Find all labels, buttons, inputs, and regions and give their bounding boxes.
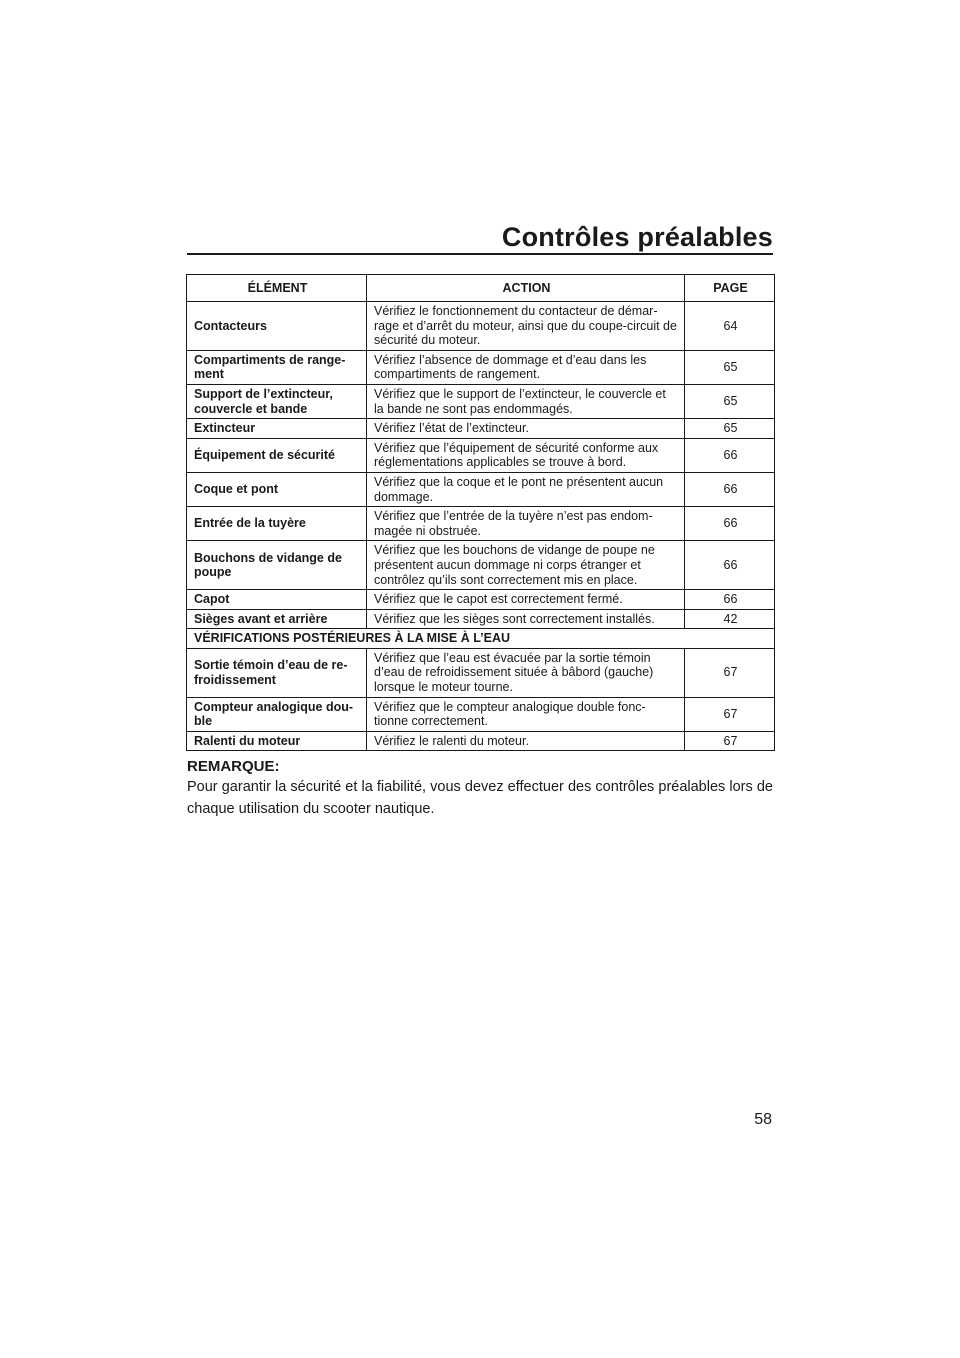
row-action: Vérifiez que le capot est correctement fermé. <box>367 590 685 610</box>
table-row <box>187 731 775 751</box>
row-page: 67 <box>685 697 775 731</box>
row-page: 66 <box>685 507 775 541</box>
row-action: Vérifiez le fonctionnement du contacteur de démar- rage et d’arrêt du moteur, ainsi que du coupe-circuit de sécurité du moteur. <box>367 302 685 351</box>
row-action: Vérifiez que l’eau est évacuée par la sortie témoin d’eau de refroidissement située à bâbord (gauche) lorsque le moteur tourne. <box>367 648 685 697</box>
row-page: 65 <box>685 384 775 418</box>
row-element: Compartiments de range- ment <box>187 350 367 384</box>
table-row <box>187 541 775 590</box>
row-action: Vérifiez que la coque et le pont ne présentent aucun dommage. <box>367 472 685 506</box>
row-element: Sièges avant et arrière <box>187 609 367 629</box>
page-number: 58 <box>754 1111 772 1128</box>
row-page: 66 <box>685 590 775 610</box>
row-action: Vérifiez que les sièges sont correctement installés. <box>367 609 685 629</box>
row-element: Équipement de sécurité <box>187 438 367 472</box>
row-element: Contacteurs <box>187 302 367 351</box>
page-title: Contrôles préalables <box>501 222 773 252</box>
row-action: Vérifiez que les bouchons de vidange de poupe ne présentent aucun dommage ni corps étranger et contrôlez qu’ils sont correctement mis en place. <box>367 541 685 590</box>
row-action: Vérifiez le ralenti du moteur. <box>367 731 685 751</box>
row-element: Support de l’extincteur, couvercle et bande <box>187 384 367 418</box>
table-header-row <box>187 275 775 302</box>
pre-check-table <box>186 274 775 751</box>
note-text: Pour garantir la sécurité et la fiabilité, vous devez effectuer des contrôles préalables lors de chaque utilisation du scooter nautique. <box>187 779 773 817</box>
row-page: 42 <box>685 609 775 629</box>
row-element: Extincteur <box>187 419 367 439</box>
row-page: 65 <box>685 350 775 384</box>
row-page: 64 <box>685 302 775 351</box>
header-page: PAGE <box>685 275 775 302</box>
note-heading: REMARQUE: <box>187 758 280 775</box>
row-action: Vérifiez que l’entrée de la tuyère n’est pas endom- magée ni obstruée. <box>367 507 685 541</box>
row-page: 66 <box>685 438 775 472</box>
table-row <box>187 384 775 418</box>
row-page: 66 <box>685 472 775 506</box>
row-page: 67 <box>685 731 775 751</box>
row-page: 65 <box>685 419 775 439</box>
row-action: Vérifiez que le compteur analogique double fonc- tionne correctement. <box>367 697 685 731</box>
row-element: Coque et pont <box>187 472 367 506</box>
row-action: Vérifiez que l’équipement de sécurité conforme aux réglementations applicables se trouve à bord. <box>367 438 685 472</box>
table-row <box>187 472 775 506</box>
row-page: 67 <box>685 648 775 697</box>
row-element: Ralenti du moteur <box>187 731 367 751</box>
table-row <box>187 419 775 439</box>
table-row <box>187 507 775 541</box>
table-row <box>187 648 775 697</box>
row-element: Bouchons de vidange de poupe <box>187 541 367 590</box>
row-action: Vérifiez l’absence de dommage et d’eau dans les compartiments de rangement. <box>367 350 685 384</box>
header-element: ÉLÉMENT <box>187 275 367 302</box>
row-page: 66 <box>685 541 775 590</box>
row-element: Sortie témoin d’eau de re- froidissement <box>187 648 367 697</box>
title-divider <box>187 253 773 255</box>
header-action: ACTION <box>367 275 685 302</box>
row-element: Capot <box>187 590 367 610</box>
table-row <box>187 438 775 472</box>
row-action: Vérifiez que le support de l’extincteur, le couvercle et la bande ne sont pas endommagés. <box>367 384 685 418</box>
section-row <box>187 629 775 649</box>
section-heading: VÉRIFICATIONS POSTÉRIEURES À LA MISE À L’EAU <box>187 629 775 649</box>
table-row <box>187 302 775 351</box>
row-element: Entrée de la tuyère <box>187 507 367 541</box>
table-row <box>187 590 775 610</box>
table-row <box>187 697 775 731</box>
table-row <box>187 609 775 629</box>
row-element: Compteur analogique dou- ble <box>187 697 367 731</box>
table-row <box>187 350 775 384</box>
row-action: Vérifiez l’état de l’extincteur. <box>367 419 685 439</box>
